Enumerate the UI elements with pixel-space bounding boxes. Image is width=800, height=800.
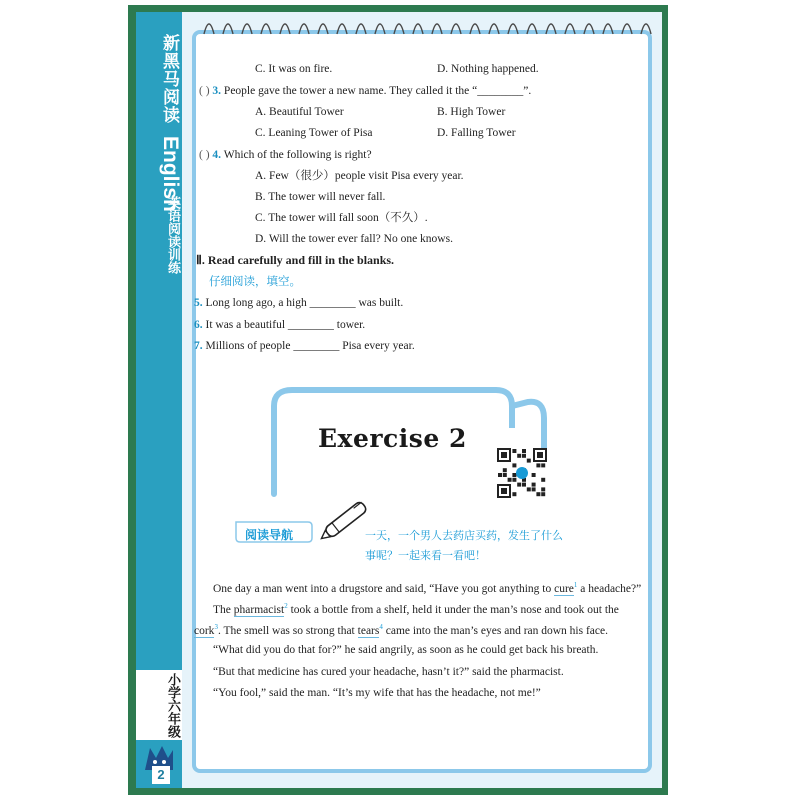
- qr-cell: [517, 483, 521, 487]
- qr-cell: [512, 478, 516, 482]
- question-number: 4.: [212, 149, 222, 161]
- qr-cell: [527, 459, 531, 463]
- qr-code-icon[interactable]: [497, 448, 547, 498]
- footnote-mark: 4: [379, 623, 383, 631]
- footnote-mark: 2: [284, 602, 288, 610]
- story-line-1: [213, 581, 641, 595]
- qr-cell: [527, 487, 531, 491]
- qr-cell: [536, 463, 540, 467]
- question-number: 3.: [212, 85, 222, 97]
- spiral-ring: [527, 24, 537, 34]
- qr-cell: [512, 473, 516, 477]
- story-text: The: [213, 603, 234, 616]
- footnote-mark: 3: [214, 623, 218, 631]
- spiral-ring: [375, 24, 385, 34]
- qr-cell: [522, 454, 526, 458]
- spiral-ring: [394, 24, 404, 34]
- spiral-ring: [603, 24, 613, 34]
- spiral-ring: [280, 24, 290, 34]
- spiral-ring: [223, 24, 233, 34]
- answer-bracket[interactable]: ( ): [199, 85, 210, 97]
- question-number: 6.: [194, 319, 203, 331]
- q4-option-c: C. The tower will fall soon（不久）.: [255, 212, 428, 224]
- spiral-ring: [356, 24, 366, 34]
- spiral-ring: [584, 24, 594, 34]
- qr-cell: [522, 483, 526, 487]
- story-text: One day a man went into a drugstore and said, “Have you got anything to: [213, 582, 555, 595]
- vocab-word-pharmacist[interactable]: pharmacist: [233, 603, 285, 616]
- spiral-ring: [299, 24, 309, 34]
- qr-cell: [517, 454, 521, 458]
- spiral-ring: [337, 24, 347, 34]
- story-text: a headache?”: [577, 582, 642, 595]
- story-line-6: “You fool,” said the man. “It’s my wife that has the headache, not me!”: [213, 687, 541, 699]
- vocab-word-cork[interactable]: cork: [194, 624, 215, 637]
- qr-cell: [522, 449, 526, 453]
- question-text: People gave the tower a new name. They called it the “________”.: [223, 85, 532, 97]
- question-number: 5.: [194, 297, 203, 309]
- footnote-mark: 1: [573, 581, 578, 589]
- guide-label: 阅读导航: [245, 528, 294, 542]
- qr-cell: [512, 449, 516, 453]
- grade-label: 小学六年级: [136, 670, 182, 740]
- qr-cell: [532, 483, 536, 487]
- fill-item-6: [194, 318, 365, 332]
- qr-cell: [541, 487, 545, 491]
- qr-cell: [498, 473, 502, 477]
- q3-option-a: A. Beautiful Tower: [255, 106, 344, 118]
- book-subtitle: 英语阅读训练: [165, 196, 180, 274]
- sidebar: [136, 12, 182, 788]
- q3-option-b: B. High Tower: [437, 106, 506, 118]
- qr-cell: [503, 473, 507, 477]
- qr-cell: [503, 468, 507, 472]
- story-text: came into the man’s eyes and ran down his face.: [382, 624, 608, 637]
- spiral-ring: [565, 24, 575, 34]
- question-number: 7.: [194, 340, 203, 352]
- qr-cell: [508, 478, 512, 482]
- guide-text-line1: 一天，一个男人去药店买药，发生了什么: [365, 529, 563, 542]
- q3-option-d: D. Falling Tower: [437, 127, 516, 139]
- question-text: Millions of people ________ Pisa every year.: [205, 340, 415, 352]
- q4-option-b: B. The tower will never fall.: [255, 191, 386, 203]
- q3-row: [199, 84, 531, 98]
- guide-text-line2: 事呢？一起来看一看吧！: [365, 549, 486, 562]
- spiral-binding: [196, 14, 656, 38]
- exercise-title: Exercise 2: [318, 424, 467, 453]
- page-number: 2: [152, 766, 170, 784]
- qr-cell: [541, 492, 545, 496]
- story-line-5: “But that medicine has cured your headache, hasn’t it?” said the pharmacist.: [213, 666, 564, 678]
- question-text: It was a beautiful ________ tower.: [205, 319, 366, 331]
- spiral-ring: [641, 24, 651, 34]
- story-line-2: [213, 602, 619, 616]
- spiral-ring: [413, 24, 423, 34]
- q2-option-d: D. Nothing happened.: [437, 63, 539, 75]
- spiral-ring: [508, 24, 518, 34]
- question-text: Long long ago, a high ________ was built.: [205, 297, 404, 309]
- section-instruction: 仔细阅读，填空。: [209, 274, 301, 288]
- spiral-ring: [622, 24, 632, 34]
- spiral-ring: [470, 24, 480, 34]
- answer-bracket[interactable]: ( ): [199, 149, 210, 161]
- question-text: Which of the following is right?: [223, 149, 372, 161]
- spiral-ring: [261, 24, 271, 34]
- qr-cell: [536, 492, 540, 496]
- spiral-ring: [432, 24, 442, 34]
- story-text: . The smell was so strong that: [217, 624, 358, 637]
- q3-option-c: C. Leaning Tower of Pisa: [255, 127, 373, 139]
- spiral-ring: [546, 24, 556, 34]
- q4-option-d: D. Will the tower ever fall? No one knows.: [255, 233, 453, 245]
- q4-option-a: A. Few（很少）people visit Pisa every year.: [255, 170, 464, 182]
- qr-cell: [512, 463, 516, 467]
- story-text: took a bottle from a shelf, held it under the man’s nose and took out the: [287, 603, 619, 616]
- spiral-ring: [451, 24, 461, 34]
- vocab-word-tears[interactable]: tears: [357, 624, 380, 637]
- q2-option-c: C. It was on fire.: [255, 63, 333, 75]
- brand-title: English: [159, 136, 182, 212]
- qr-cell: [541, 478, 545, 482]
- spiral-ring: [204, 24, 214, 34]
- qr-cell: [532, 487, 536, 491]
- spiral-ring: [242, 24, 252, 34]
- spiral-ring: [318, 24, 328, 34]
- qr-cell: [532, 473, 536, 477]
- vocab-word-cure[interactable]: cure: [554, 582, 574, 595]
- spiral-ring: [489, 24, 499, 34]
- fill-item-7: [194, 339, 415, 353]
- qr-cell: [512, 492, 516, 496]
- q4-row: [199, 148, 372, 162]
- section-heading: Ⅱ. Read carefully and fill in the blanks.: [196, 253, 395, 267]
- story-line-4: “What did you do that for?” he said angrily, as soon as he could get back his breath.: [213, 644, 599, 656]
- story-line-3: [194, 623, 608, 637]
- qr-cell: [541, 463, 545, 467]
- series-title: 新黑马阅读: [159, 34, 179, 124]
- fill-item-5: [194, 296, 403, 310]
